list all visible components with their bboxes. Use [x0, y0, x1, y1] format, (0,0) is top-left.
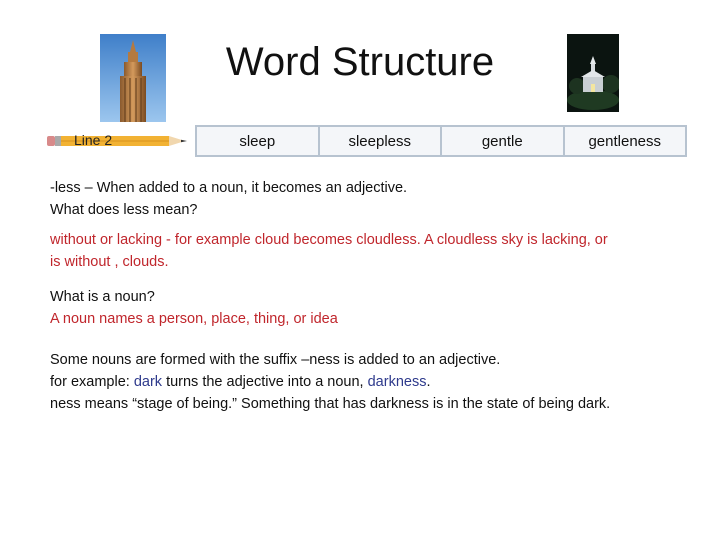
suffix-less-block: [50, 177, 407, 221]
text-line: -less – When added to a noun, it becomes an adjective.: [50, 180, 408, 196]
word-cell: gentleness: [565, 127, 686, 155]
word-cell: sleep: [197, 127, 320, 155]
church-night-photo: [567, 34, 619, 112]
text-line: Some nouns are formed with the suffix –ness is added to an adjective.: [50, 352, 501, 368]
text-line: What is a noun?: [50, 289, 155, 305]
slide-title: Word Structure: [225, 40, 495, 84]
text-line: A noun names a person, place, thing, or idea: [50, 311, 338, 327]
text-line: What does less mean?: [50, 202, 198, 218]
pencil-icon: [45, 132, 191, 150]
highlight-dark: dark: [133, 374, 163, 390]
text-line: without or lacking - for example cloud becomes cloudless. A cloudless sky is lacking, or: [50, 232, 608, 248]
word-table: [195, 125, 687, 157]
text-span: turns the adjective into a noun,: [162, 374, 368, 390]
text-span: for example:: [50, 374, 134, 390]
text-span: .: [426, 374, 431, 390]
text-line: ness means “stage of being.” Something that has darkness is in the state of being dark.: [50, 396, 611, 412]
word-cell: sleepless: [320, 127, 443, 155]
noun-block: [50, 286, 338, 330]
word-cell: gentle: [442, 127, 565, 155]
less-answer-block: [50, 229, 608, 273]
highlight-darkness: darkness: [367, 374, 427, 390]
pencil-label: Line 2: [74, 132, 113, 148]
suffix-ness-block: [50, 349, 610, 415]
tower-building-photo: [100, 34, 166, 122]
text-line: is without , clouds.: [50, 254, 169, 270]
text-line: [50, 371, 610, 393]
